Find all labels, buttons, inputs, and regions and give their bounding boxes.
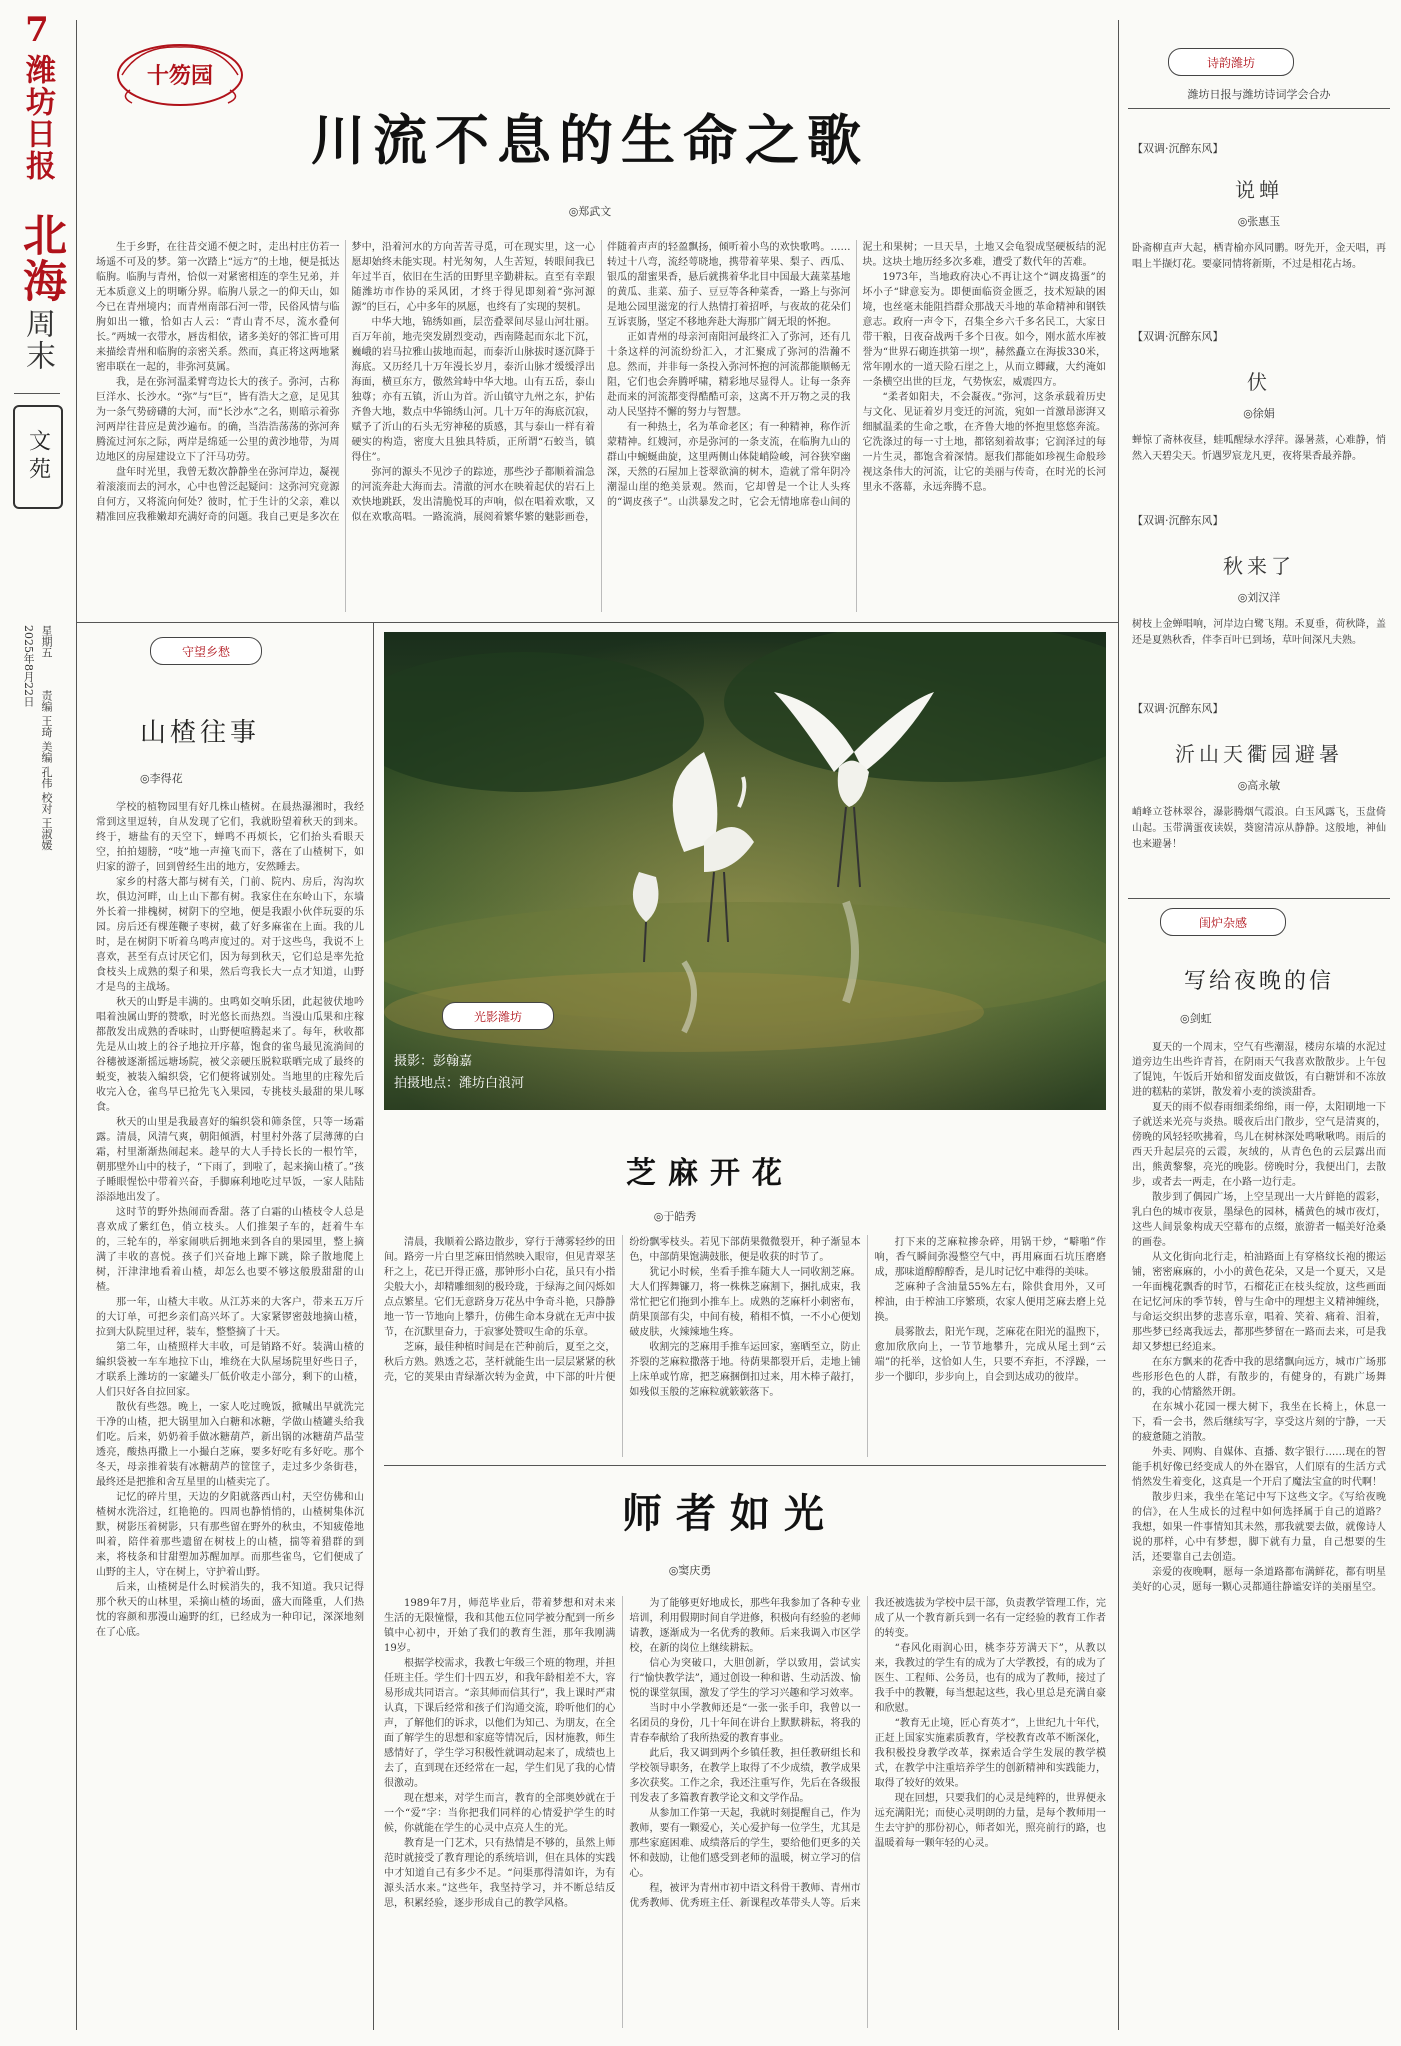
editors: 责编 王琦 美编 孔伟 校对 王淑媛 [40,690,53,851]
poem-1: 【双调·沉醉东风】 说蝉 ◎张惠玉 卧斋柳直声大起，栖青榆亦风同鹏。呀先开，金天唱，再唱上半撷灯花。要豪同情将新斯，不过是相花占场。 [1132,142,1386,270]
shanzha-author: ◎李得花 [140,772,183,785]
section-name: 北海 [15,212,66,304]
poem-4: 【双调·沉醉东风】 沂山天衢园避暑 ◎高永敏 峭峰立苍林翠谷，瀑影腾烟气霞浪。白玉风露飞，玉盘倚山起。玉带满蛋夜读娱，葵窗清凉从静静。这般地，神仙也来避暑！ [1132,702,1386,850]
shouwang-banner: 守望乡愁 [150,637,262,665]
poem-3: 【双调·沉醉东风】 秋来了 ◎刘汉洋 树枝上金蝉唱响，河岸边白鹭飞翔。禾夏垂，荷秋降，盖还是夏熟秋香，伴李百叶已到场，草叶间深凡夫熟。 [1132,514,1386,646]
egret-scene-icon [384,632,1106,1110]
shizhe-body: 1989年7月，师范毕业后，带着梦想和对未来生活的无限憧憬，我和其他五位同学被分配到一所乡镇中心初中，开始了我们的教育生涯，那年我刚满19岁。 根据学校需求，我教七年级三个班的物理，并担任班主任。学生们十四五岁，和我年龄相差不大，容易形成共同语言。“亲其师而信其行”，我上课时严肃认真，下课后经常和孩子们沟通交流，聆听他们的心声，了解他们的诉求，以他们为知己、为朋友，在全面了解学生的思想和家庭等情况后，因材施教，师生感情好了，学生学习积极性就调动起来了，成绩也上去了，直到现在还经常在一起，学生们见了我的心情很激动。 现在想来，对学生而言，教育的全部奥妙就在于一个“爱”字：当你把我们同样的心情爱护学生的时候，你就能在学生的心灵中点亮人生的光。 教育是一门艺术，只有热情是不够的，虽然上师范时就接受了教育理论的系统培训，但在具体的实践中才知道自己有多少不足。“问渠那得清如许，为有源头活水来。”这些年，我坚持学习，并不断总结反思，积累经验，逐步形成自己的教学风格。 为了能够更好地成长，那些年我参加了各种专业培训，利用假期时间自学进修，积极向有经验的老师请教，逐渐成为一名优秀的教师。后来我调入市区学校，在新的岗位上继续耕耘。 信心为突破口，大胆创新，学以致用，尝试实行“愉快教学法”，通过创设一种和谐、生动活泼、愉悦的课堂氛围，激发了学生的学习兴趣和学习效率。 当时中小学教师还是“一张一张手印，我曾以一名团员的身份，几十年间在讲台上默默耕耘，将我的青春奉献给了我所热爱的教育事业。 此后，我又调到两个乡镇任教，担任教研组长和学校领导职务，在教学上取得了不少成绩，教学成果多次获奖。工作之余，我还注重写作，先后在各级报刊发表了多篇教育教学论文和文学作品。 从参加工作第一天起，我就时刻提醒自己，作为教师，要有一颗爱心，关心爱护每一位学生，尤其是那些家庭困难、成绩落后的学生，要给他们更多的关怀和鼓励，让他们感受到老师的温暖，树立学习的信心。 程，被评为青州市初中语文科骨干教师、青州市优秀教师、优秀班主任、新课程改革带头人等。后来我还被选拔为学校中层干部，负责教学管理工作，完成了从一个教育新兵到一名有一定经验的教育工作者的转变。 “春风化雨润心田，桃李芬芳满天下”，从教以来，我教过的学生有的成为了大学教授，有的成为了医生、工程师、公务员，也有的成为了教师，接过了我手中的教鞭，每当想起这些，我心里总是充满自豪和欣慰。 “教育无止境，匠心育英才”，上世纪九十年代，正赶上国家实施素质教育，学校教育改革不断深化，我积极投身教学改革，探索适合学生发展的教学模式，在教学中注重培养学生的创新精神和实践能力，取得了较好的效果。 现在回想，只要我们的心灵是纯粹的，世界便永远充满阳光；而使心灵明朗的力量，是每个教师用一生去守护的那份初心，师者如光，照亮前行的路，也温暖着每一颗年轻的心灵。 [384,1598,1106,1909]
poetry-banner: 诗韵潍坊 [1168,48,1294,76]
letter-banner: 闺炉杂感 [1160,908,1286,936]
date-line: 2025年8月22日 [22,625,35,707]
photo-credit-1: 摄影：彭翰嘉 [394,1054,473,1069]
shanzha-body: 学校的植物园里有好几株山楂树。在晨热瀑湘时，我经常到这里逗转，自从发现了它们，我就盼望着秋天的到来。终于，塘盐有的天空下，蝉鸣不再烦长，它们抬头看眼天空，拍拍翅膀，“吱”地一声撞飞而下，落在了山楂树下，如归家的游子，回到曾经生出的地方，安然睡去。 家乡的村落大都与树有关，门前、院内、房后，沟沟坎坎，俱边河畔，山上山下都有树。我家住在东岭山下，东墙外长着一排槐树，树阴下的空地，便是我跟小伙伴玩耍的乐园。房后还有棵莲鞭子枣树，截了好多麻雀在上面。我的儿时，是在树阴下听着乌鸣声度过的。对于这些鸟，我说不上喜欢，甚至有点讨厌它们，因为每到秋天，它们总是率先抢食枝头上成熟的梨子和果，然后弯我长大一点才知道，山野才是鸟的主战场。 秋天的山野是丰满的。虫鸣如交响乐团，此起彼伏地吟唱着浊属山野的赞歌，时光悠长而热烈。当漫山瓜果和庄稼都散发出成熟的香味时，山野便喧腾起来了。每年，秋收都先是从山坡上的谷子地拉开序幕，饱食的雀鸟最见流淌间的谷穗被逐渐摇远塘场院，被父亲硬压脱粒联晒完成了最终的蜕变，被装入编织袋，它们便将诚别处。当地里的庄稼先后收完入仓，雀鸟早已抢先飞入果园，专挑枝头最甜的果儿啄食。 秋天的山里是我最喜好的编织袋和筛条筐，只等一场霜露。清晨，风清气爽，朝阳倾洒，村里村外落了层薄薄的白霜，村里渐渐热闹起来。趁早的大人手持长长的一根竹竿，朝那壁外山中的枝子，“下雨了，到啦了，起来摘山楂了。”孩子睡眼惺忪中带着兴奋，手脚麻利地吃过早饭，一家人陆陆添添地出发了。 这时节的野外热闹而香甜。落了白霜的山楂枝令人总是喜欢成了紫红色，俏立枝头。人们推架子车的，赶着牛车的，三轮车的，举家闹哄后拥地来到各自的果园里，整上摘满了丰收的喜悦。孩子们兴奋地上蹿下跳，除子散地爬上树，汗津津地看着山楂，却怎么也要不够这般殷甜甜的山楂。 那一年，山楂大丰收。从江苏来的大客户，带来五万斤的大订单，可把乡亲们高兴坏了。大家紧锣密鼓地摘山楂，拉到大队院里过秤，装车，整整摘了十天。 第二年，山楂照样大丰收，可是销路不好。装满山楂的编织袋被一车车地拉下山，堆绕在大队屋场院里好些日子，才联系上潍坊的一家罐头厂低价收走小部分，剩下的山楂，人们只好各自拉回家。 散伙有些怨。晚上，一家人吃过晚饭，掀喊出早就洗完干净的山楂，把大锅里加入白糖和冰糖，学做山楂罐头给我们吃。后来，奶奶着手做冰糖葫芦，新出锅的冰糖葫芦晶莹透亮，酸热再撒上一小撮白芝麻，要多好吃有多好吃。那个冬天，母亲推着装有冰糖葫芦的筐筐子，走过多少条街巷，最终还是把推和舍互星里的山楂卖完了。 记忆的碎片里，天边的夕阳就落西山村，天空仿佛和山楂树水洗浴过，红艳艳的。四周也静悄悄的，山楂树集体沉默，树影压着树影，只有那些留在野外的秋虫，不知疲倦地叫着，陪伴着那些遗留在树枝上的山楂，揣等着猎群的到来，将枝条和甘甜塑加苏醒加厚。而那些雀鸟，它们便成了山野的主人，守在树上，守护着山野。 后来，山楂树是什么时候消失的，我不知道。我只记得那个秋天的山林里，采摘山楂的场面，盛大而隆重，人们热忱的容颜和那漫山遍野的红，已经成为一种印记，深深地刻在了心底。 [96,802,364,1638]
zhima-title: 芝麻开花 [626,1156,794,1191]
letter-author: ◎剑虹 [1180,1012,1212,1025]
masthead-strip [8,10,66,2030]
section-suffix: 周末 [20,308,55,372]
zhima-body: 清晨，我顺着公路边散步，穿行于薄雾轻纱的田间。路旁一片白里芝麻田悄然映入眼帘，但见青翠茎秆之上，花已开得正盛，那钟形小白花，虽只有小指尖般大小，却精雕细刻的极玲珑，于绿海之间闪烁如点点繁星。它们无意跻身万花丛中争奇斗艳，只静静地一节一节地向上攀升，仿佛生命本身就在无声中拔节，在沉默里奋力，于寂寥处赞叹生命的乐章。 芝麻，最佳种植时间是在芒种前后，夏至之交，秋后方熟。熟透之芯，茎杆就能生出一层层紧紧的秋壳，它的荚果由青绿渐次转为金黄，中下部的叶片便纷纷飘零枝头。若见下部荫果微微裂开，种子渐显本色，中部荫果饱满鼓胀，便是收获的时节了。 犹记小时候，坐看手推车随大人一同收割芝麻。大人们挥舞镰刀，将一株株芝麻割下，捆扎成束，我常忙把它们拖到小推车上。成熟的芝麻杆小刺密布，荫果顶部有尖，中间有棱，稍相不慎，一不小心便划破皮肤，火辣辣地生疼。 收割完的芝麻用手推车运回家，塞晒至立，防止芥裂的芝麻粒撒落于地。待荫果都裂开后，走地上铺上床单或竹席，把芝麻捆倒扣过来，用木棒子敲打，如残似玉般的芝麻粒就簌簌落下。 打下来的芝麻粒掺杂碎，用锅干炒，“噼啪”作响，香气瞬间弥漫整空气中，再用麻面石坑压磨磨成，那味道醇醇醇香，是儿时记忆中难得的美味。 芝麻种子含油量55%左右，除供食用外，又可榨油，由于榨油工序繁琐，农家人便用芝麻去磨上兑换。 晨雾散去，阳光乍现，芝麻花在阳光的温煦下，愈加欣欣向上，一节节地攀升，完成从尾土到“云端”的托举，这恰如人生，只要不弃拒，不浮躁，一步一个脚印，步步向上，自会到达成功的彼岸。 [384,1237,1106,1398]
photo-tag: 光影潍坊 [442,1002,554,1030]
egret-photo [384,632,1106,1110]
main-article-title: 川流不息的生命之歌 [311,108,869,172]
shizhe-title: 师者如光 [622,1490,838,1537]
poem-2: 【双调·沉醉东风】 伏 ◎徐娟 蝉惊了斋林夜昼，蛙呱醒绿水浮萍。瀑暑蒸，心难静，悄然入天碧尖天。忻遇罗宸龙凡更，夜将果香最养静。 [1132,330,1386,462]
paper-name: 潍坊日报 [20,54,55,182]
column-tag: 文苑 [13,405,63,509]
shijin-logo: 十笏园 [110,35,250,115]
photo-credit-2: 拍摄地点：潍坊白浪河 [394,1076,525,1091]
weekday: 星期五 [40,625,53,658]
page-number: 7 [25,10,49,50]
main-article-author: ◎郑武文 [568,205,612,218]
letter-body: 夏天的一个周末，空气有些潮湿，楼房东墙的水泥过道旁边生出些许青苔，在阴雨天气我喜欢散散步。上午包了馄饨，午饭后开始和留发面皮做饭，有白糖饼和不冻放进的糕粘的菜饼，散发着小麦的淡淡甜香。 夏天的雨不似春雨细柔绵绵，雨一停，太阳刷地一下子就送来光亮与炎热。暖夜后出门散步，空气是清爽的，傍晚的风轻轻吹拂着，鸟儿在树林深处鸣啾啾鸣。雨后的西天升起层亮的云霞，灰绒的，从青色色的云层露出而出，熊黄黎黎，亮光的晚影。傍晚时分，我便出门，去散步，或者去一两走，在小路一边行走。 散步到了偶园广场，上空呈现出一大片鲜艳的霞彩，乳白色的城市夜景，墨绿色的园林，橘黄色的城市夜灯，这些人间景象构成天空幕布的点缀，旅游者一幅美好沧桑的画卷。 从文化街向北行走，柏油路面上有穿格纹长袍的搬运铺，密密麻麻的，小小的黄色花朵，又是一个夏天，又是一年面槐花飘香的时节，石榴花正在枝头绽放，这些画面在记忆河床的季节转，曾与生命中的理想主义精神缠绕，与命运交织出梦的悲喜乐章，唱着、笑着、痛着、泪着，那些梦已经离我远去，都那些梦留在一路而去来，可是我却又梦想已经追来。 在东方飘来的花香中我的思绪飘向远方，城市广场那些形形色色的人群，有散步的，有健身的，有跳广场舞的，我的心情豁然开朗。 在东城小花园一棵大树下，我坐在长椅上，休息一下，看一会书，然后继续写字，享受这片刻的宁静，一天的疲惫随之消散。 外卖、网购、自媒体、直播、数字银行……现在的智能手机好像已经变成人的外在器官，人们原有的生活方式悄然发生着变化，这真是一个开启了魔法宝盒的时代啊！ 散步归来，我坐在笔记中写下这些文字。《写给夜晚的信》，在人生成长的过程中如何选择属于自己的道路？我想，如果一件事情知其未然，那我就要去做，就像诗人说的那样，心中有梦想，脚下就有力量，自己想要的生活，还要靠自己去创造。 亲爱的夜晚啊，愿每一条道路都布满鲜花，都有明星美好的心灵，愿每一颗心灵都通往静谧安详的美丽星空。 [1132,1042,1386,1593]
main-article-body: 生于乡野，在往昔交通不便之时，走出村庄仿若一场遥不可及的梦。第一次踏上“远方”的土地，便是抵达临朐。临朐与青州，恰似一对紧密相连的孪生兄弟，并无本质意义上的明晰分界。临朐八景之一的仰天山，如今已在青州境内；而青州南部石河一带，民俗风情与临朐如出一辙，恰如古人云：“青山青不尽，流水叠何长。”两城一衣带水，唇齿相依，诸多美好的邻汇皆可用来描绘青州和临朐的亲密关系。然而，真正将这两地紧密串联在一起的，非弥河莫属。 我，是在弥河温柔臂弯边长大的孩子。弥河，古称巨洋水、长沙水。“弥”与“巨”，皆有浩大之意，足见其为一条气势磅礴的大河，而“长沙水”之名，则暗示着弥河两岸往昔应是黄沙遍布。的确，当浩浩荡荡的弥河奔腾流过河东之际，两岸是绵延一公里的黄沙地带，为周边地区的房屋建设立下了汗马功劳。 盘年时光里，我曾无数次静静坐在弥河岸边，凝视着滚滚而去的河水，心中也曾泛起疑问：这弥河究竟源自何方，又将流向何处？彼时，忙于生计的父亲，难以精准回应我稚嫩却充满好奇的问题。我自己更是多次在梦中，沿着河水的方向苦苦寻觅，可在现实里，这一心愿却始终未能实现。村光匆匆，人生苦短，转眼间我已年过半百，依旧在生活的田野里辛勤耕耘。直至有幸跟随潍坊市作协的采风团，才终于得见即刻着“弥河源源”的巨石，心中多年的夙愿，也终有了实现的契机。 中华大地，锦绣如画，层峦叠翠间尽显山河壮丽。百万年前，地壳突发剧烈变动，西南隆起而东北下沉，巍峨的岩马拉雅山拔地而起，而泰沂山脉拔时逐沉降于海底。又历经几十万年漫长岁月，泰沂山脉才缓缓浮出海面，横亘东方，傲然耸峙中华大地。山有五岳，泰山独尊；亦有五镇，沂山为首。沂山镇守九州之东，护佑齐鲁大地，数点中华锦绣山河。几十万年的海底沉寂，赋予了沂山的石头无穷神秘的质感，其与泰山一样有着硬实的构造，密度大且独具特质，正所谓“石蛟当，镇得住”。 弥河的源头不见沙子的踪迹，那些沙子都顺着湍急的河流奔赴大海而去。清澈的河水在映着起伏的岩石上欢快地跳跃，发出清脆悦耳的声响，似在唱着欢歌，又似在欢歌高唱。一路流淌，展阅着繁华繁的魅影画卷，伴随着声声的轻盈飘扬，倾听着小鸟的欢快歌鸣。……转过十八弯，流经萼晓地，携带着苹果、梨子、西瓜、银瓜的甜蜜果香，悬后就携着华北目中国最大蔬菜基地的黄瓜、韭菜、茄子、豆豆等各种菜香，一路上与弥河是地公园里滋宠的行人热情打着招呼，与夜故的花朵们互诉衷肠，坚定不移地奔赴大海那广阔无垠的怀抱。 正如青州的母亲河南阳河最终汇入了弥河，还有几十条这样的河流纷纷汇入，才汇聚成了弥河的浩瀚不息。然而，并非每一条投入弥河怀抱的河流都能顺畅无阻，它们也会奔腾呼啸，精彩地尽显得人。让每一条奔赴而来的河流都变得酷酷可亲，这离不开万物之灵的我动人民坚持不懈的努力与智慧。 有一种热土，名为革命老区；有一种精神，称作沂蒙精神。红嫂河，亦是弥河的一条支流，在临朐九山的群山中蜿蜒曲旋，这里两侧山体陡峭险峻，河谷狭窄幽深，天然的石屋加上苍翠欲滴的树木，造就了常年阴冷潮湿山崖的绝美景观。然而，它却曾是一个让人头疼的“调皮孩子”。山洪暴发之时，它会无情地席卷山间的泥土和果树；一旦天旱，土地又会龟裂成坚硬板结的泥块。这块土地历经多次多难，遭受了数代年的苦难。 1973年，当地政府决心不再让这个“调皮捣蛋”的坏小子“肆意妄为。即便面临资金匮乏，技术短缺的困境，也丝毫未能阻挡群众那战天斗地的革命精神和钢铁意志。政府一声令下，召集全乡六千多名民工，大家日带干粮，日夜奋战两千多个日夜。如今，刚水蓝水库被誉为“世界石砌连拱第一坝”，赫然矗立在海拔330米，常年刚水的一道天险石崖之上，从而立卿藏，大约淹如一条横空出世的巨龙，气势恢宏，威震四方。 “柔者如阳夫，不会凝夜。”弥河，这条承载着历史与文化、见证着岁月变迁的河流，宛如一首激昂澎湃又细腻温柔的生命之歌，在齐鲁大地的怀抱里悠悠奔流。它洗涤过的每一寸土地，都铭刻着故事；它润泽过的每一片生灵，都饱含着深情。愿我们都能如珍视生命般珍视这条伟大的河流，让它的美丽与传奇，在时光的长河里永不落幕，永远奔腾不息。 [96,242,1106,523]
zhima-author: ◎于皓秀 [653,1210,697,1223]
shanzha-title: 山楂往事 [139,718,260,748]
shizhe-author: ◎窦庆勇 [668,1564,712,1577]
letter-title: 写给夜晚的信 [1183,969,1334,994]
poetry-subtitle: 潍坊日报与潍坊诗词学会合办 [1187,88,1331,101]
